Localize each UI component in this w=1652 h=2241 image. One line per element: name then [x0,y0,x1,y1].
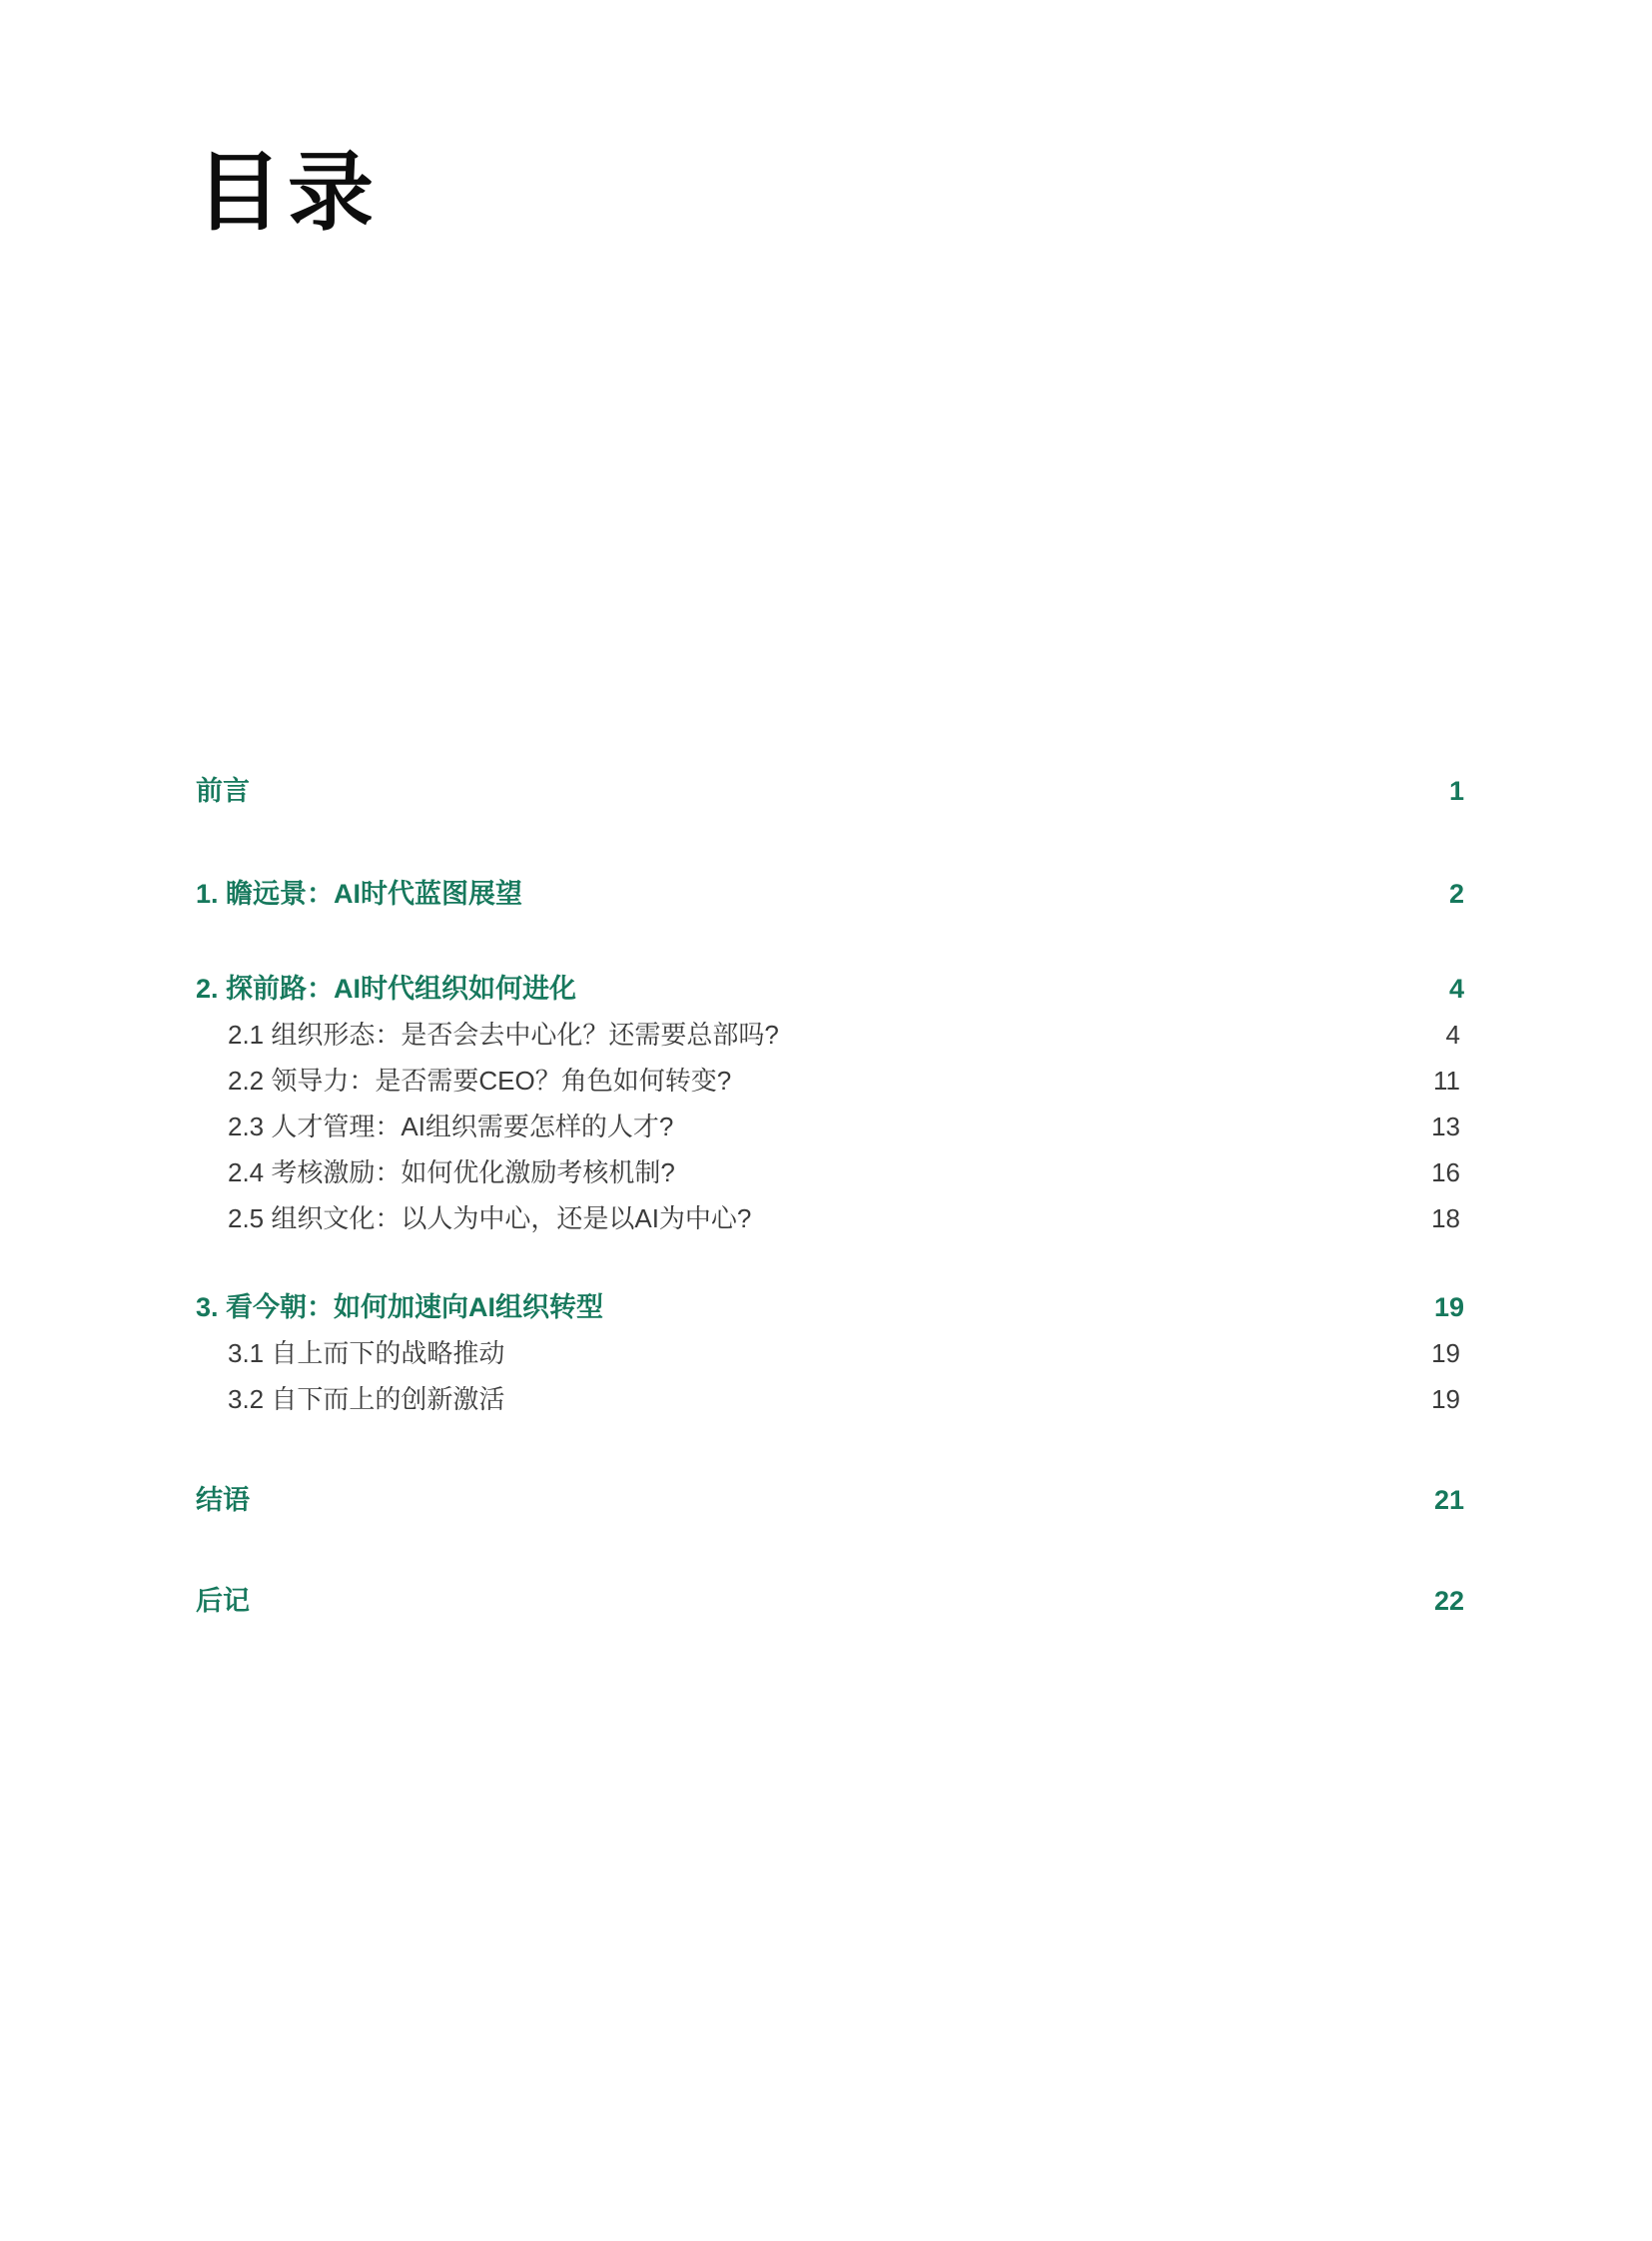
toc-entry-page: 19 [1433,1292,1464,1322]
spacer [196,808,1464,872]
toc-entry-section-2-2[interactable] [196,1061,1464,1098]
toc-entry-page: 21 [1433,1485,1464,1515]
toc-entry-page: 19 [1431,1338,1460,1368]
toc-entry-label: 1. 瞻远景：AI时代蓝图展望 [196,879,523,909]
table-of-contents [196,769,1464,1618]
toc-entry-page: 22 [1433,1586,1464,1616]
toc-entry-label: 3.2 自下而上的创新激活 [228,1384,505,1414]
toc-entry-chapter-2[interactable] [196,967,1464,1006]
toc-entry-label: 前言 [196,776,250,806]
toc-entry-label: 2.5 组织文化：以人为中心，还是以AI为中心? [228,1203,752,1233]
spacer [196,1006,1464,1015]
toc-entry-section-3-1[interactable] [196,1333,1464,1370]
toc-entry-label: 2.4 考核激励：如何优化激励考核机制? [228,1157,675,1187]
toc-entry-page: 1 [1448,776,1464,806]
toc-entry-label: 后记 [196,1586,250,1616]
toc-entry-label: 3. 看今朝：如何加速向AI组织转型 [196,1292,604,1322]
spacer [196,1370,1464,1379]
toc-entry-page: 18 [1431,1203,1460,1233]
spacer [196,1189,1464,1198]
toc-entry-page: 4 [1448,974,1464,1004]
toc-entry-label: 2.1 组织形态：是否会去中心化？还需要总部吗? [228,1020,779,1050]
toc-entry-section-2-5[interactable] [196,1198,1464,1235]
toc-entry-label: 2.2 领导力：是否需要CEO？角色如何转变? [228,1066,732,1096]
toc-entry-section-2-1[interactable] [196,1015,1464,1052]
toc-entry-front-matter[interactable] [196,769,1464,808]
toc-entry-page: 4 [1445,1020,1460,1050]
toc-entry-label: 3.1 自上而下的战略推动 [228,1338,505,1368]
toc-entry-label: 2.3 人才管理：AI组织需要怎样的人才? [228,1112,674,1141]
toc-entry-conclusion[interactable] [196,1478,1464,1517]
toc-entry-section-2-4[interactable] [196,1152,1464,1189]
toc-entry-page: 11 [1433,1066,1460,1096]
toc-entry-label: 2. 探前路：AI时代组织如何进化 [196,974,577,1004]
page-title: 目录 [196,145,380,241]
spacer [196,1416,1464,1478]
toc-entry-label: 结语 [196,1485,250,1515]
toc-entry-page: 16 [1431,1157,1460,1187]
toc-entry-afterword[interactable] [196,1579,1464,1618]
spacer [196,911,1464,967]
toc-entry-page: 2 [1448,879,1464,909]
spacer [196,1324,1464,1333]
toc-entry-page: 13 [1431,1112,1460,1141]
spacer [196,1517,1464,1579]
spacer [196,1143,1464,1152]
spacer [196,1235,1464,1285]
toc-entry-section-2-3[interactable] [196,1107,1464,1143]
toc-entry-chapter-3[interactable] [196,1285,1464,1324]
toc-entry-chapter-1[interactable] [196,872,1464,911]
toc-entry-page: 19 [1431,1384,1460,1414]
spacer [196,1052,1464,1061]
toc-entry-section-3-2[interactable] [196,1379,1464,1416]
spacer [196,1098,1464,1107]
